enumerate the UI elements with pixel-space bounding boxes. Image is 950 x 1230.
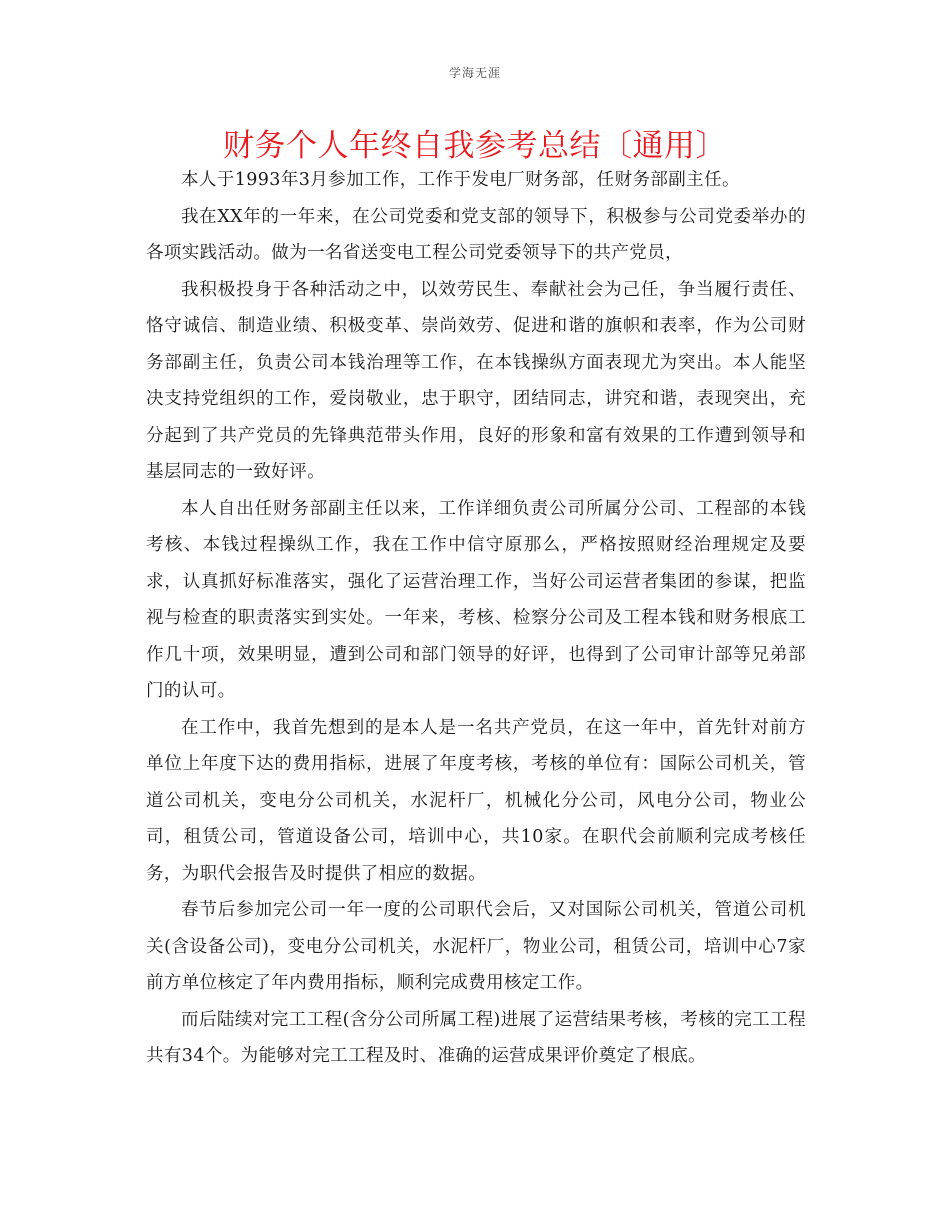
paragraph-2: 我在XX年的一年来，在公司党委和党支部的领导下，积极参与公司党委举办的各项实践活动。做为一名省送变电工程公司党委领导下的共产党员， [146,206,806,263]
paragraph-5: 在工作中，我首先想到的是本人是一名共产党员，在这一年中，首先针对前方单位上年度下达的费用指标，进展了年度考核，考核的单位有：国际公司机关，管道公司机关，变电分公司机关，水泥杆厂，机械化分公司，风电分公司，物业公司，租赁公司，管道设备公司，培训中心，共10家。在职代会前顺利完成考核任务，为职代会报告及时提供了相应的数据。 [146,717,806,884]
document-title: 财务个人年终自我参考总结〔通用〕 [223,128,727,164]
paragraph-7: 而后陆续对完工工程(含分公司所属工程)进展了运营结果考核，考核的完工工程共有34个。为能够对完工工程及时、准确的运营成果评价奠定了根底。 [146,1009,806,1066]
page-header: 学海无涯 [448,66,501,80]
paragraph-4: 本人自出任财务部副主任以来，工作详细负责公司所属分公司、工程部的本钱考核、本钱过程操纵工作，我在工作中信守原那么，严格按照财经治理规定及要求，认真抓好标准落实，强化了运营治理工作，当好公司运营者集团的参谋，把监视与检查的职责落实到实处。一年来，考核、检察分公司及工程本钱和财务根底工作几十项，效果明显，遭到公司和部门领导的好评，也得到了公司审计部等兄弟部门的认可。 [146,498,806,701]
paragraph-1: 本人于1993年3月参加工作，工作于发电厂财务部，任财务部副主任。 [181,170,740,190]
document-body [146,162,806,1075]
paragraph-3: 我积极投身于各种活动之中，以效劳民生、奉献社会为己任，争当履行责任、恪守诚信、制造业绩、积极变革、崇尚效劳、促进和谐的旗帜和表率，作为公司财务部副主任，负责公司本钱治理等工作，在本钱操纵方面表现尤为突出。本人能坚决支持党组织的工作，爱岗敬业，忠于职守，团结同志，讲究和谐，表现突出，充分起到了共产党员的先锋典范带头作用，良好的形象和富有效果的工作遭到领导和基层同志的一致好评。 [146,279,806,482]
paragraph-6: 春节后参加完公司一年一度的公司职代会后，又对国际公司机关，管道公司机关(含设备公司)，变电分公司机关，水泥杆厂，物业公司，租赁公司，培训中心7家前方单位核定了年内费用指标，顺利完成费用核定工作。 [146,900,806,993]
